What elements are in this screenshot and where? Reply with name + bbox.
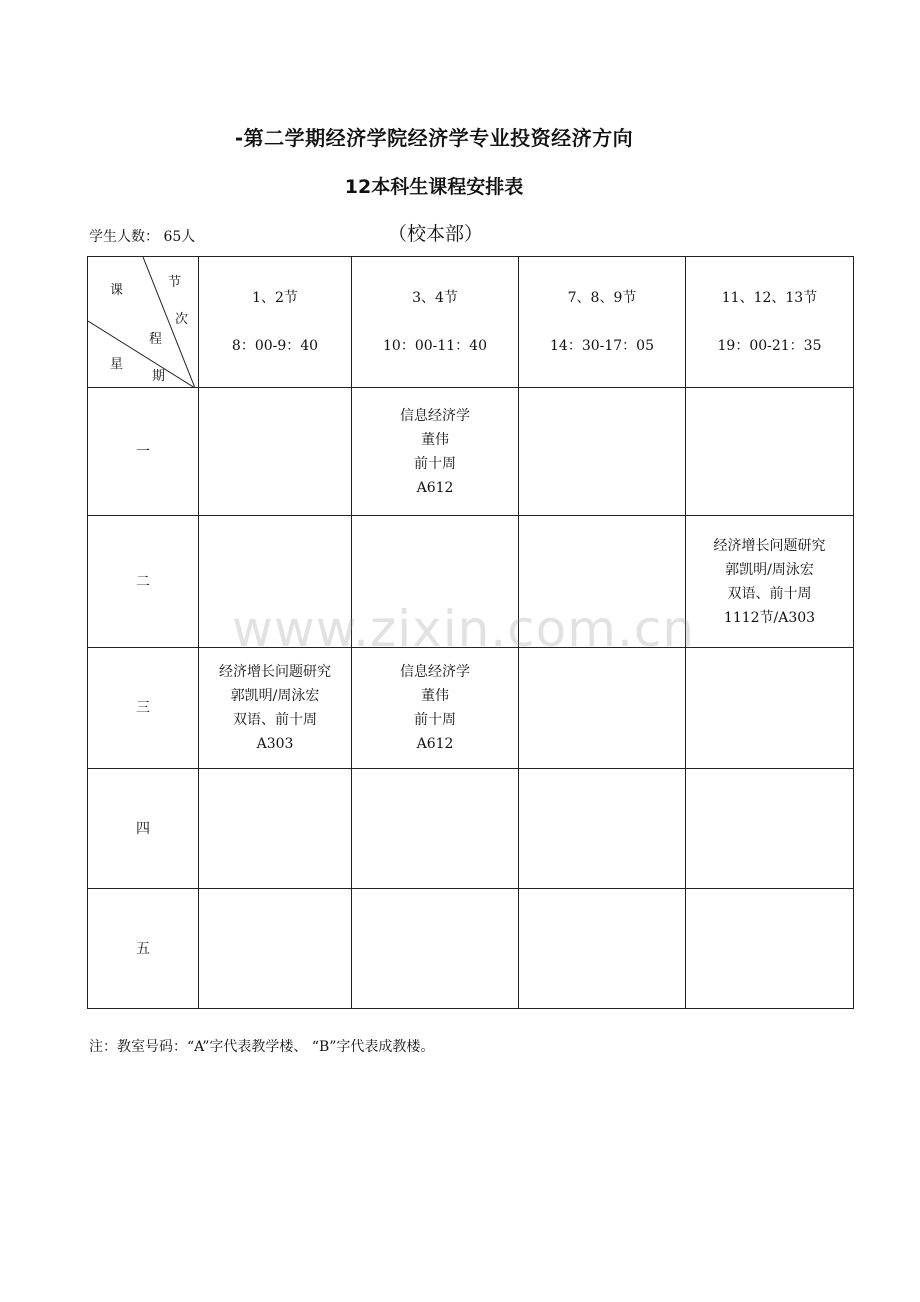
schedule-cell [199,516,352,648]
period-time: 19：00-21：35 [717,338,822,354]
corner-label-qi: 期 [152,369,166,384]
weekday-cell: 三 [88,648,199,769]
footnote: 注：教室号码：“A”字代表教学楼、 “B”字代表成教楼。 [89,1039,435,1055]
day-row [88,388,854,516]
period-header [686,257,854,388]
document-subtitle: 12本科生课程安排表 [344,176,524,198]
course-line: 董伟 [421,431,449,448]
schedule-cell [519,769,686,889]
schedule-cell [199,889,352,1009]
weekday-cell: 一 [88,388,199,516]
period-time: 8：00-9：40 [231,338,319,354]
corner-label-jie: 节 [168,275,182,290]
course-line: 信息经济学 [400,407,470,424]
course-line: 信息经济学 [400,664,470,680]
campus-label: （校本部） [388,223,484,245]
schedule-cell [352,648,519,769]
period-label: 11、12、13节 [721,290,818,306]
weekday-cell: 五 [88,889,199,1009]
schedule-cell [519,648,686,769]
corner-label-ke: 课 [110,283,124,298]
course-line: 前十周 [414,455,456,472]
course-line: A612 [416,479,454,496]
schedule-cell [352,889,519,1009]
corner-label-ci: 次 [175,312,189,327]
schedule-cell [519,889,686,1009]
schedule-cell [519,516,686,648]
day-row [88,648,854,769]
schedule-cell [352,769,519,889]
course-line: A303 [256,736,294,752]
document-title: -第二学期经济学院经济学专业投资经济方向 [234,126,634,150]
course-line: 经济增长问题研究 [219,664,331,680]
schedule-cell [686,889,854,1009]
day-row [88,516,854,648]
schedule-cell [199,388,352,516]
schedule-cell [686,648,854,769]
course-line: 双语、前十周 [233,712,317,728]
watermark: www.zixin.com.cn [232,600,696,658]
header-row [88,257,854,388]
schedule-cell [352,516,519,648]
course-line: 前十周 [414,712,456,728]
corner-label-xing: 星 [110,357,124,372]
day-row [88,769,854,889]
schedule-cell [519,388,686,516]
course-line: A612 [416,736,454,752]
weekday-cell: 四 [88,769,199,889]
schedule-cell [199,648,352,769]
period-label: 3、4节 [412,290,458,306]
schedule-table [87,256,854,1009]
period-label: 1、2节 [252,290,298,306]
period-time: 14：30-17：05 [550,338,654,354]
schedule-cell [199,769,352,889]
corner-label-cheng: 程 [149,332,163,347]
period-header [519,257,686,388]
course-line: 董伟 [421,688,449,704]
weekday-cell: 二 [88,516,199,648]
course-line: 郭凯明/周泳宏 [230,688,320,704]
schedule-cell [352,388,519,516]
course-line: 1112节/A303 [723,609,816,626]
course-line: 郭凯明/周泳宏 [725,561,814,578]
schedule-cell [686,388,854,516]
period-header [199,257,352,388]
course-line: 经济增长问题研究 [713,537,826,554]
period-label: 7、8、9节 [567,290,637,306]
schedule-cell [686,769,854,889]
day-row [88,889,854,1009]
corner-cell [88,257,199,388]
schedule-cell [686,516,854,648]
period-header [352,257,519,388]
student-count: 学生人数： 65人 [89,229,196,245]
period-time: 10：00-11：40 [383,338,487,354]
course-line: 双语、前十周 [727,585,812,602]
